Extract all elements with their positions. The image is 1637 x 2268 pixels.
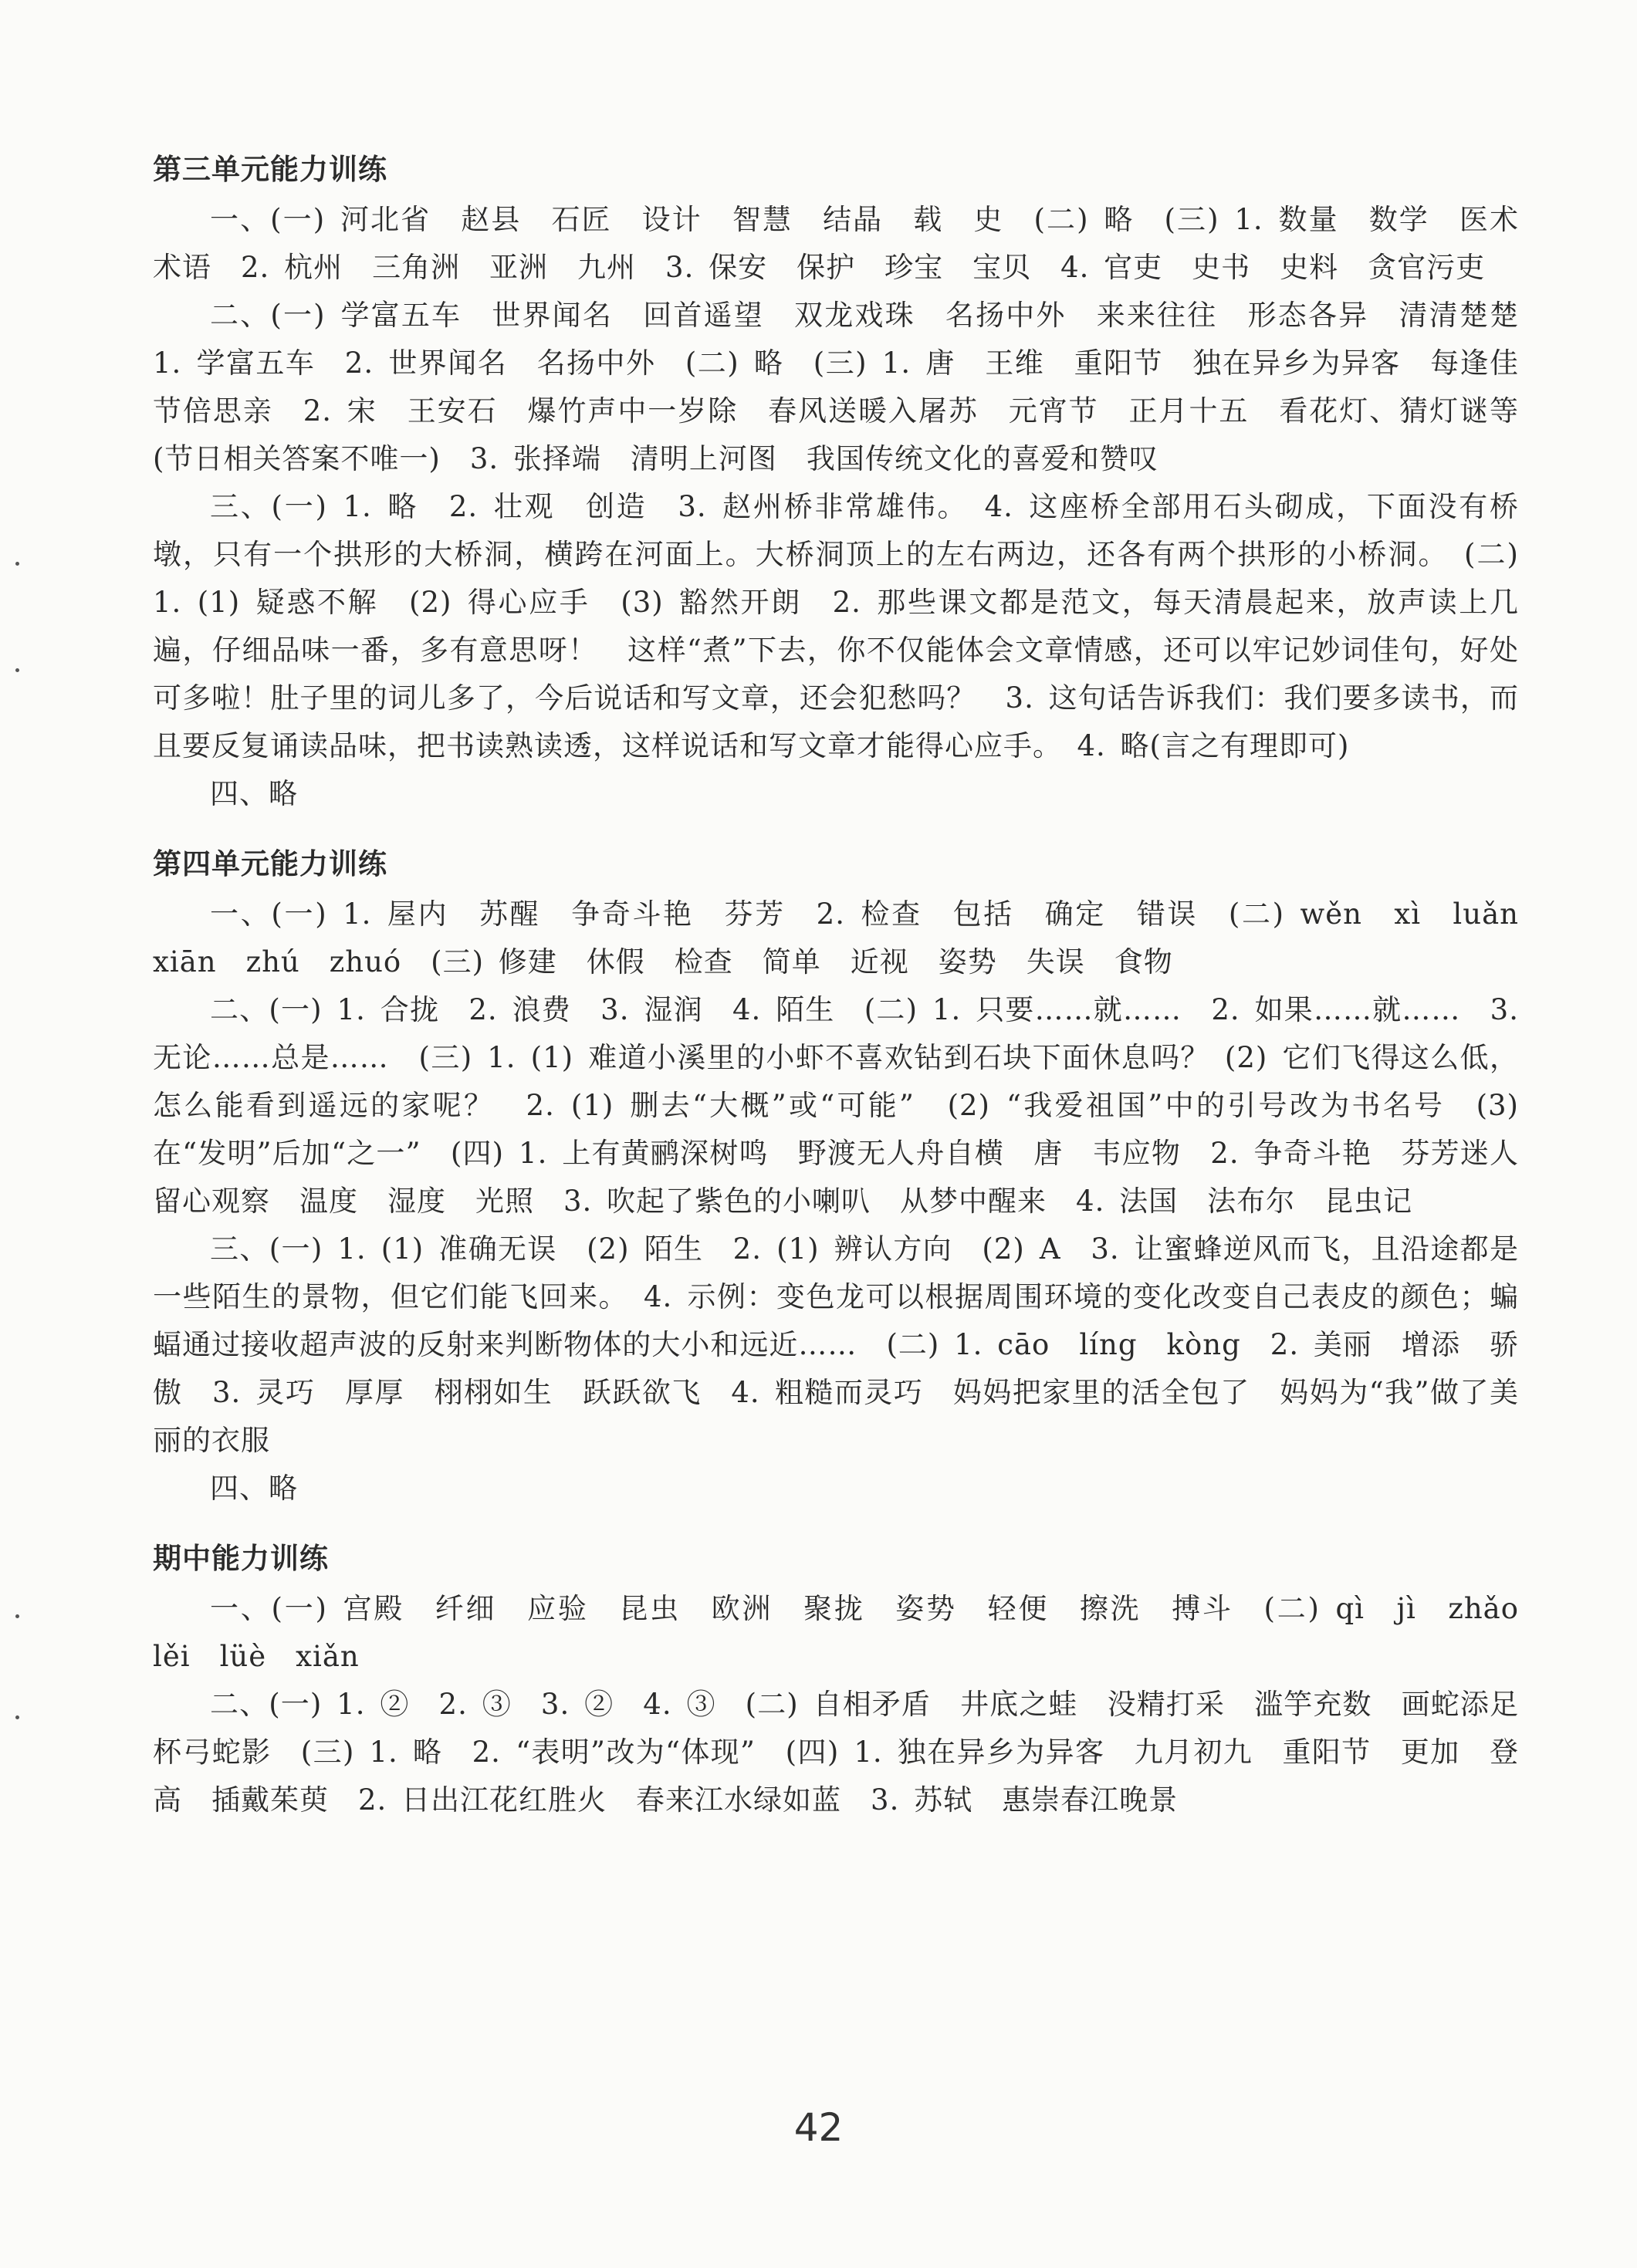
answer-text: 三、(一) 1. 略 2. 壮观 创造 3. 赵州桥非常雄伟。 4. 这座桥全部用石头砌成，下面没有桥墩，只有一个拱形的大桥洞，横跨在河面上。大桥洞顶上的左右两边，还各有两个拱形的小桥洞。 (二) 1. (1) 疑惑不解 (2) 得心应手 (3) 豁然开朗 2. 那些课文都是范文，每天清晨起来，放声读上几遍，仔细品味一番，多有意思呀！ 这样“煮”下去，你不仅能体会文章情感，还可以牢记妙词佳句，好处可多啦！肚子里的词儿多了，今后说话和写文章，还会犯愁吗？ 3. 这句话告诉我们：我们要多读书，而且要反复诵读品味，把书读熟读透，这样说话和写文章才能得心应手。 4. 略(言之有理即可)	[153, 490, 1519, 762]
scan-speck	[15, 668, 19, 672]
answer-paragraph	[153, 1225, 1519, 1465]
section-midterm	[153, 1536, 1548, 1824]
answer-paragraph	[153, 1465, 1519, 1513]
answer-text: 二、(一) 1. 合拢 2. 浪费 3. 湿润 4. 陌生 (二) 1. 只要……就…… 2. 如果……就…… 3. 无论……总是…… (三) 1. (1) 难道小溪里的小虾不喜欢钻到石块下面休息吗？ (2) 它们飞得这么低，怎么能看到遥远的家呢？ 2. (1) 删去“大概”或“可能” (2) “我爱祖国”中的引号改为书名号 (3) 在“发明”后加“之一” (四) 1. 上有黄鹂深树鸣 野渡无人舟自横 唐 韦应物 2. 争奇斗艳 芬芳迷人 留心观察 温度 湿度 光照 3. 吹起了紫色的小喇叭 从梦中醒来 4. 法国 法布尔 昆虫记	[153, 993, 1548, 1218]
section-title: 期中能力训练	[153, 1542, 329, 1575]
answer-page	[153, 147, 1548, 1847]
scan-speck	[15, 1715, 19, 1719]
answer-paragraph	[153, 196, 1548, 292]
section-title: 第四单元能力训练	[153, 847, 387, 880]
page-number: 42	[793, 2105, 844, 2150]
answer-paragraph	[153, 292, 1548, 483]
answer-text: 三、(一) 1. (1) 准确无误 (2) 陌生 2. (1) 辨认方向 (2) A 3. 让蜜蜂逆风而飞，且沿途都是一些陌生的景物，但它们能飞回来。 4. 示例：变色龙可以根据周围环境的变化改变自己表皮的颜色；蝙蝠通过接收超声波的反射来判断物体的大小和远近…… (二) 1. cāo líng kòng 2. 美丽 增添 骄傲 3. 灵巧 厚厚 栩栩如生 跃跃欲飞 4. 粗糙而灵巧 妈妈把家里的活全包了 妈妈为“我”做了美丽的衣服	[153, 1232, 1519, 1457]
section-title: 第三单元能力训练	[153, 153, 387, 186]
answer-text: 二、(一) 学富五车 世界闻名 回首遥望 双龙戏珠 名扬中外 来来往往 形态各异 清清楚楚 1. 学富五车 2. 世界闻名 名扬中外 (二) 略 (三) 1. 唐 王维 重阳节 独在异乡为异客 每逢佳节倍思亲 2. 宋 王安石 爆竹声中一岁除 春风送暖入屠苏 元宵节 正月十五 看花灯、猜灯谜等(节日相关答案不唯一) 3. 张择端 清明上河图 我国传统文化的喜爱和赞叹	[153, 299, 1548, 475]
answer-text: 四、略	[210, 777, 298, 810]
answer-text: 二、(一) 1. ② 2. ③ 3. ② 4. ③ (二) 自相矛盾 井底之蛙 没精打采 滥竽充数 画蛇添足 杯弓蛇影 (三) 1. 略 2. “表明”改为“体现” (四) 1. 独在异乡为异客 九月初九 重阳节 更加 登高 插戴茱萸 2. 日出江花红胜火 春来江水绿如蓝 3. 苏轼 惠崇春江晚景	[153, 1688, 1548, 1817]
answer-text: 一、(一) 河北省 赵县 石匠 设计 智慧 结晶 载 史 (二) 略 (三) 1. 数量 数学 医术 术语 2. 杭州 三角洲 亚洲 九州 3. 保安 保护 珍宝 宝贝 4. 官吏 史书 史料 贪官污吏	[153, 203, 1548, 284]
answer-text: 四、略	[210, 1472, 298, 1505]
answer-paragraph	[153, 1681, 1548, 1824]
scan-speck	[15, 562, 19, 566]
answer-paragraph	[153, 986, 1548, 1225]
answer-text: 一、(一) 1. 屋内 苏醒 争奇斗艳 芬芳 2. 检查 包括 确定 错误 (二) wěn xì luǎn xiān zhú zhuó (三) 修建 休假 检查 简单 近视 姿势 失误 食物	[153, 897, 1548, 979]
section-unit-3	[153, 147, 1548, 818]
scan-speck	[15, 1614, 19, 1618]
answer-paragraph	[153, 1585, 1548, 1681]
answer-paragraph	[153, 483, 1519, 770]
answer-paragraph	[153, 891, 1548, 986]
section-unit-4	[153, 841, 1548, 1513]
answer-paragraph	[153, 770, 1519, 818]
answer-text: 一、(一) 宫殿 纤细 应验 昆虫 欧洲 聚拢 姿势 轻便 擦洗 搏斗 (二) qì jì zhǎo lěi lüè xiǎn	[153, 1592, 1548, 1673]
